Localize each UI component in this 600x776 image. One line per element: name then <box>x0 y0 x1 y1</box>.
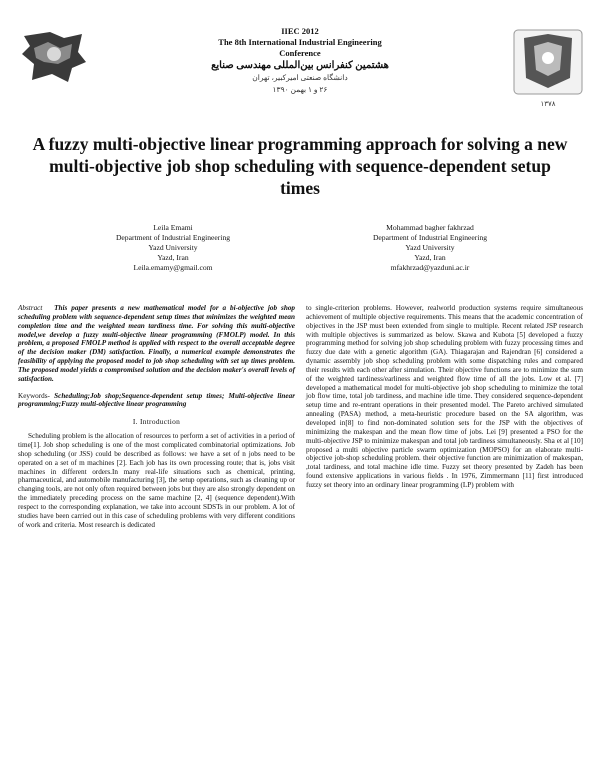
keywords-label: Keywords- <box>18 391 50 400</box>
paragraph: Scheduling problem is the allocation of resources to perform a set of activities in a period of time[1]. Job shop scheduling is one of the most complicated combinatorial optimizations. Job shop scheduling (or JSS) could be described as follows: we have a set of n jobs need to be operated on a set of m machines [2]. Each job has its own processing route; that is, jobs visit machines in different orders.In many real-life situations such as chemical, printing, pharmaceutical, and automobile manufacturing [3], the setup operations, such as cleaning up or changing tools, are not only often required between jobs but they are also strongly dependent on the immediately preceding process on the same machine [2, 4] (sequence dependent).With respect to the corresponding explanation, we take into account SDSTs in our problem. A lot of studies have been carried out in this case of scheduling problems with very different conditions of work and criteria. Most research is dedicated <box>18 432 295 529</box>
author-university: Yazd University <box>405 243 455 252</box>
keywords-text: Scheduling;Job shop;Sequence-dependent setup times; Multi-objective linear programming;Fuzzy multi-objective linear programming <box>18 391 296 409</box>
conference-name-line2: Conference <box>279 48 321 58</box>
right-column <box>306 304 583 490</box>
author-block <box>305 223 555 273</box>
author-email[interactable]: Leila.emamy@gmail.com <box>133 263 213 272</box>
author-name: Mohammad bagher fakhrzad <box>386 223 474 232</box>
abstract <box>18 304 295 384</box>
conference-persian-place: دانشگاه صنعتی امیرکبیر، تهران <box>252 73 348 82</box>
conference-persian-date: ۲۶ و ۱ بهمن ۱۳۹۰ <box>272 85 328 94</box>
iiec-conference-logo <box>20 28 90 86</box>
conference-short-name: IIEC 2012 <box>281 26 319 36</box>
left-column <box>18 304 295 529</box>
author-university: Yazd University <box>148 243 198 252</box>
conference-name-line1: The 8th International Industrial Engineering <box>218 37 382 47</box>
abstract-label: Abstract <box>18 304 43 312</box>
author-location: Yazd, Iran <box>414 253 446 262</box>
section-heading: I. Introduction <box>132 417 181 427</box>
conference-header <box>140 26 460 95</box>
author-name: Leila Emami <box>153 223 193 232</box>
author-block <box>48 223 298 273</box>
logo-year: ۱۳۷۸ <box>540 100 556 108</box>
conference-persian-title: هشتمین کنفرانس بین‌المللی مهندسی صنایع <box>211 60 389 71</box>
author-department: Department of Industrial Engineering <box>115 233 231 242</box>
abstract-text: This paper presents a new mathematical model for a bi-objective job shop scheduling problem with sequence-dependent setup times that minimizes the weighted mean completion time and the weighted mean tardiness time. For solving this multi-objective model,we develop a fuzzy multi-objective linear programming (FMOLP) model. In this problem, a proposed FMOLP method is applied with respect to the overall acceptable degree of the decision maker (DM) satisfaction. Finally, a numerical example demonstrates the feasibility of applying the proposed model to job shop scheduling with set up times problem. The proposed model yields a compromised solution and the decision maker's overall levels of satisfaction. <box>18 304 296 383</box>
author-department: Department of Industrial Engineering <box>372 233 488 242</box>
keywords <box>18 392 295 410</box>
paper-title: A fuzzy multi-objective linear programming approach for solving a new multi-objective job shop scheduling with sequence-dependent setup times <box>32 134 568 198</box>
university-logo <box>508 26 588 112</box>
paragraph: to single-criterion problems. However, realworld production systems require simultaneous achievement of multiple objective requirements. This means that the academic concentration of objectives in the JSP must been extended from single to multiple. Recent related JSP research with multiple objectives is summarized as below. Skawa and Kubota [5] developed a fuzzy programming method for solving job shop scheduling problem with fuzzy processing times and fuzzy due date with a genetic algorithm (GA). Thiagarajan and Rajendran [6] considered a dynamic assembly job shop scheduling problem with some dispatching rules and compared their results with each other after simulation. Their objective functions are to minimize the sum of the weighted tardiness/earliness and weighted flow time of all the jobs. Low et al. [7] developed a mathematical model for multi-objective job shop scheduling to minimize the total job flow time, total job tardiness, and machine idle time. They considered sequence-dependent setup time and re-entrant operations in their presented model. The Pareto archived simulated annealing (PASA) method, a meta-heuristic procedure based on the SA algorithm, was developed in[8] to find non-dominated solution sets for the JSP with the objectives of minimizing the makespan and the mean flow time of jobs. Lei [9] presented a PSO for the multi-objective JSP to minimize makespan and total job tardiness simultaneously. Sha et al [10] proposed a multi objective particle swarm optimization (MOPSO) for an elaborate multi-objective job-shop scheduling problem. their objective function are minimization of makespan, ,total tardiness, and total machine idle time. Fuzzy set theory presented by Zadeh has been found extensive applications in various fields . In 1976, Zimmermann [11] first introduced fuzzy set theory into an ordinary linear programming (LP) problem with <box>306 304 583 489</box>
author-location: Yazd, Iran <box>157 253 189 262</box>
author-email[interactable]: mfakhrzad@yazduni.ac.ir <box>390 263 470 272</box>
